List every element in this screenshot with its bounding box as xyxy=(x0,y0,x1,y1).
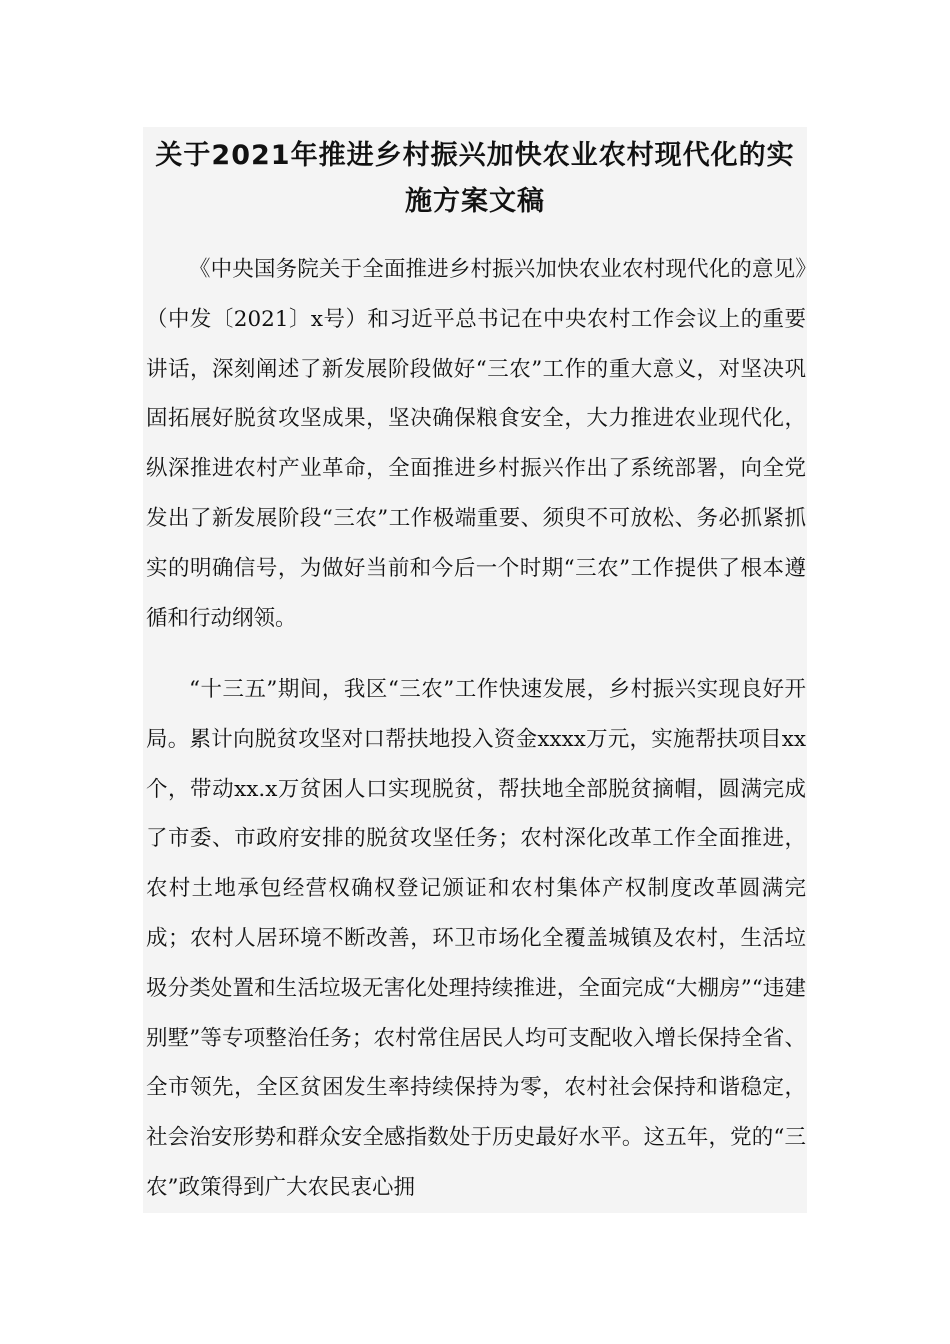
paragraph-intro: 《中央国务院关于全面推进乡村振兴加快农业农村现代化的意见》（中发〔2021〕x号）和习近平总书记在中央农村工作会议上的重要讲话，深刻阐述了新发展阶段做好“三农”工作的重大意义，对坚决巩固拓展好脱贫攻坚成果，坚决确保粮食安全，大力推进农业现代化，纵深推进农村产业革命，全面推进乡村振兴作出了系统部署，向全党发出了新发展阶段“三农”工作极端重要、须臾不可放松、务必抓紧抓实的明确信号，为做好当前和今后一个时期“三农”工作提供了根本遵循和行动纲领。 xyxy=(146,257,806,631)
paragraph-thirteenth-five-year: “十三五”期间，我区“三农”工作快速发展，乡村振兴实现良好开局。累计向脱贫攻坚对口帮扶地投入资金xxxx万元，实施帮扶项目xx个，带动xx.x万贫困人口实现脱贫，帮扶地全部脱贫摘帽，圆满完成了市委、市政府安排的脱贫攻坚任务；农村深化改革工作全面推进，农村土地承包经营权确权登记颁证和农村集体产权制度改革圆满完成；农村人居环境不断改善，环卫市场化全覆盖城镇及农村，生活垃圾分类处置和生活垃圾无害化处理持续推进，全面完成“大棚房”“违建别墅”等专项整治任务；农村常住居民人均可支配收入增长保持全省、全市领先，全区贫困发生率持续保持为零，农村社会保持和谐稳定，社会治安形势和群众安全感指数处于历史最好水平。这五年，党的“三农”政策得到广大农民衷心拥 xyxy=(146,677,806,1200)
document-title: 关于2021年推进乡村振兴加快农业农村现代化的实施方案文稿 xyxy=(155,140,795,217)
